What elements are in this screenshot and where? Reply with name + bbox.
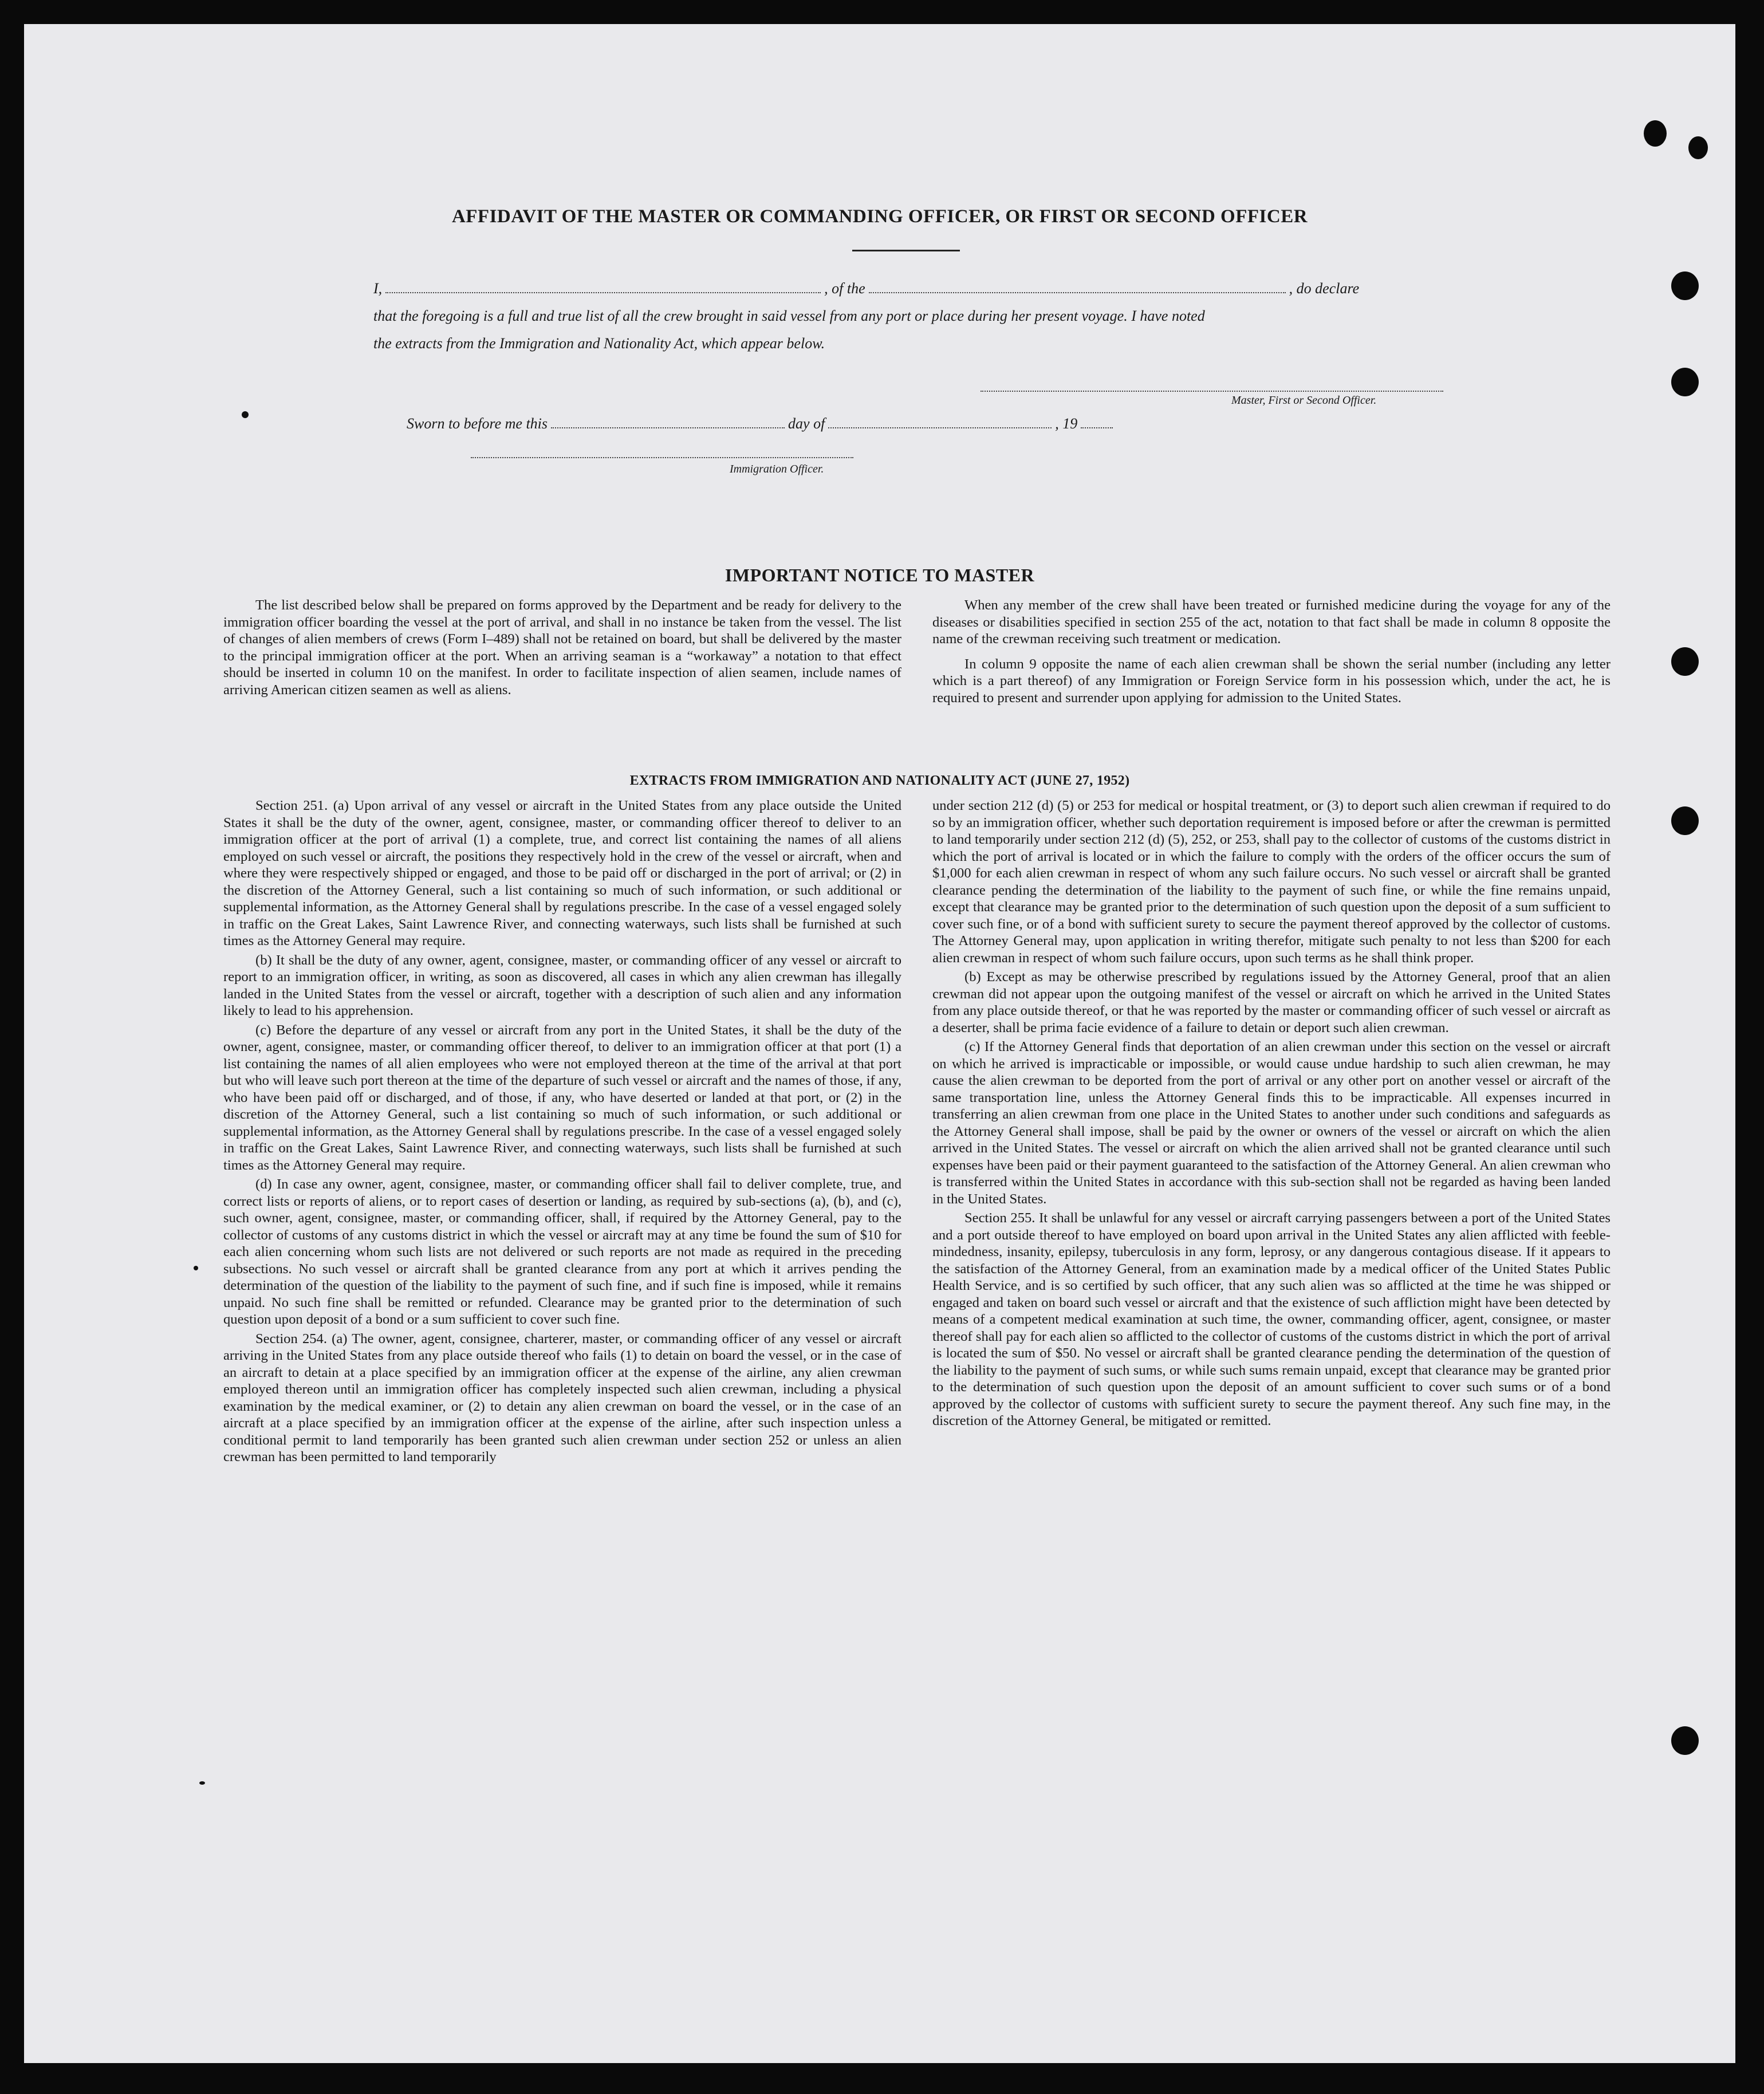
punch-hole xyxy=(1644,120,1667,147)
year-label: , 19 xyxy=(1055,415,1078,432)
affidavit-i-label: I, xyxy=(373,280,383,297)
extract-paragraph: Section 255. It shall be unlawful for any vessel or aircraft carrying passengers between a port of the United States and a port outside thereof to have employed on board upon arrival in the United States any alien afflicted with feeble-mindedness, insanity, epilepsy, tuberculosis in any form, leprosy, or any dangerous contagious disease. If it appears to the satisfaction of the Attorney General, from an examination made by a medical officer of the United States Public Health Service, and is so certified by such officer, that any such alien was so afflicted at the time he was shipped or engaged and taken on board such vessel or aircraft and that the existence of such affliction might have been detected by means of a competent medical examination at such time, the owner, commanding officer, agent, consignee, or master thereof shall pay for each alien so afflicted to the collector of customs of the customs district in which the port of arrival is located the sum of $50. No vessel or aircraft shall be granted clearance pending the determination of the question of the liability to the payment of such sums, or while such sums remain unpaid, except that clearance may be granted prior to the determination of such question upon the deposit of an amount sufficient to cover such sums or of a bond approved by the collector of customs with sufficient surety to secure the payment thereof. Any such fine may, in the discretion of the Attorney General, be mitigated or remitted. xyxy=(932,1210,1611,1428)
notice-left-column xyxy=(223,597,901,700)
speck xyxy=(194,1266,198,1270)
punch-hole xyxy=(1671,806,1699,835)
extract-paragraph: (c) Before the departure of any vessel or aircraft from any port in the United States, it shall be the duty of the owner, agent, consignee, master, or commanding officer thereof, to deliver to an immigration officer at that port (1) a list containing the names of all alien employees who were not employed thereon at the time of the arrival at that port but who will leave such port thereon at the time of the departure of such vessel or aircraft and the names of those, if any, who have been paid off or discharged, and of those, if any, who have deserted or landed at that port, or (2) in the discretion of the Attorney General, such a list containing so much of such information, or such additional or supplemental information, as the Attorney General shall by regulations prescribe. In the case of a vessel engaged solely in traffic on the Great Lakes, Saint Lawrence River, and connecting waterways, such lists shall be furnished at such times as the Attorney General may require. xyxy=(223,1022,901,1173)
extract-paragraph: (d) In case any owner, agent, consignee, master, or commanding officer shall fail to deliver complete, true, and correct lists or reports of aliens, or to report cases of desertion or landing, as required by sub-sections (a), (b), and (c), such owner, agent, consignee, master, or commanding officer, shall, if required by the Attorney General, pay to the collector of customs of any customs district in which the vessel or aircraft may at any time be found the sum of $10 for each alien concerning whom such lists are not delivered or such reports are not made as required in the preceding subsections. No such vessel or aircraft shall be granted clearance from any port at which it arrives pending the determination of the question of the liability to the payment of such fine, and if such fine is imposed, while it remains unpaid. No such fine shall be remitted or refunded. Clearance may be granted prior to the determination of such question upon deposit of a bond or a sum sufficient to cover such fine. xyxy=(223,1176,901,1327)
notice-paragraph: When any member of the crew shall have been treated or furnished medicine during the voyage for any of the diseases or disabilities specified in section 255 of the act, notation to that fact shall be made in column 8 opposite the name of the crewman receiving such treatment or medication. xyxy=(932,597,1611,647)
notice-title: IMPORTANT NOTICE TO MASTER xyxy=(724,565,1035,585)
affidavit-line-1 xyxy=(373,276,1467,301)
punch-hole xyxy=(1688,136,1708,159)
master-signature-line[interactable] xyxy=(981,391,1443,392)
punch-hole xyxy=(1671,271,1699,300)
officer-signature-line[interactable] xyxy=(471,457,853,458)
sworn-line xyxy=(407,411,1501,436)
extract-paragraph: under section 212 (d) (5) or 253 for medical or hospital treatment, or (3) to deport such alien crewman if required to do so by an immigration officer, whether such deportation requirement is imposed before or after the crewman is permitted to land temporarily under section 212 (d) (5), 252, or 253, shall pay to the collector of customs of the customs district in which the port of arrival is located or in which the failure to comply with the orders of the officer occurs the sum of $1,000 for each alien crewman in respect of whom any such failure occurs. No such vessel or aircraft shall be granted clearance pending the determination of the liability to the payment of such fine, or while the fine remains unpaid, except that clearance may be granted prior to the determination of such question upon the deposit of a sum sufficient to cover such fine, or of a bond with sufficient surety to secure the payment thereof approved by the collector of customs. The Attorney General may, upon application in writing therefor, mitigate such penalty to not less than $200 for each alien crewman in respect of whom such failure occurs, upon such terms as he shall think proper. xyxy=(932,798,1611,966)
officer-signature-label: Immigration Officer. xyxy=(730,463,824,475)
affidavit-declare-label: , do declare xyxy=(1289,280,1360,297)
extracts-left-column xyxy=(223,797,901,1468)
name-blank[interactable] xyxy=(385,292,821,293)
extract-paragraph: (b) It shall be the duty of any owner, agent, consignee, master, or commanding officer of any vessel or aircraft to report to an immigration officer, in writing, as soon as discovered, all cases in which any alien crewman has illegally landed in the United States from the vessel or aircraft, together with a description of such alien and any information likely to lead to his apprehension. xyxy=(223,952,901,1018)
year-blank[interactable] xyxy=(1081,427,1113,428)
extract-paragraph: Section 251. (a) Upon arrival of any vessel or aircraft in the United States from any place outside the United States it shall be the duty of the owner, agent, consignee, master, or commanding officer thereof to deliver to an immigration officer at the port of arrival (1) a complete, true, and correct list containing the names of all aliens employed on such vessel or aircraft, the positions they respectively hold in the crew of the vessel or aircraft, when and where they were respectively shipped or engaged, and those to be paid off or discharged in the port of arrival; or (2) in the discretion of the Attorney General, such a list containing so much of such information, or such additional or supplemental information, as the Attorney General shall by regulations prescribe. In the case of a vessel engaged solely in traffic on the Great Lakes, Saint Lawrence River, and connecting waterways, such lists shall be furnished at such times as the Attorney General may require. xyxy=(223,798,901,948)
speck xyxy=(242,411,249,418)
month-blank[interactable] xyxy=(828,427,1052,428)
extract-paragraph: (c) If the Attorney General finds that deportation of an alien crewman under this section on the vessel or aircraft on which he arrived is impracticable or impossible, or would cause undue hardship to such alien crewman, he may cause the alien crewman to be deported from the port of arrival or any other port on another vessel or aircraft of the same transportation line, unless the Attorney General finds this to be impracticable. All expenses incurred in transferring an alien crewman from one place in the United States to another under such conditions and safeguards as the Attorney General shall impose, shall be paid by the owner or owners of the vessel or aircraft on which the alien arrived in the United States. The vessel or aircraft on which the alien arrived shall not be granted clearance until such expenses have been paid or their payment guaranteed to the satisfaction of the Attorney General. An alien crewman who is transferred within the United States in accordance with this sub-section shall not be regarded as having been landed in the United States. xyxy=(932,1039,1611,1207)
day-of-label: day of xyxy=(788,415,825,432)
punch-hole xyxy=(1671,1726,1699,1755)
document-page xyxy=(24,24,1735,2063)
extract-paragraph: (b) Except as may be otherwise prescribed by regulations issued by the Attorney General, proof that an alien crewman did not appear upon the outgoing manifest of the vessel or aircraft on which he arrived in the United States from any place outside thereof, or that he was reported by the master or commanding officer of such vessel or aircraft as a deserter, shall be prima facie evidence of a failure to detain or deport such alien crewman. xyxy=(932,969,1611,1036)
extracts-right-column xyxy=(932,797,1611,1432)
affidavit-line-2: that the foregoing is a full and true list of all the crew brought in said vessel from any port or place during her present voyage. I have noted xyxy=(373,308,1205,324)
punch-hole xyxy=(1671,368,1699,396)
affidavit-of-label: , of the xyxy=(824,280,865,297)
sworn-label: Sworn to before me this xyxy=(407,415,548,432)
vessel-blank[interactable] xyxy=(869,292,1286,293)
title-rule xyxy=(852,250,960,251)
affidavit-title: AFFIDAVIT OF THE MASTER OR COMMANDING OFFICER, OR FIRST OR SECOND OFFICER xyxy=(451,206,1308,227)
punch-hole xyxy=(1671,647,1699,676)
sworn-day-blank[interactable] xyxy=(551,427,785,428)
master-signature-label: Master, First or Second Officer. xyxy=(1231,394,1377,407)
affidavit-line-3: the extracts from the Immigration and Nationality Act, which appear below. xyxy=(373,335,825,352)
notice-paragraph: In column 9 opposite the name of each alien crewman shall be shown the serial number (including any letter which is a part thereof) of any Immigration or Foreign Service form in his possession which, under the act, he is required to present and surrender upon applying for admission to the United States. xyxy=(932,656,1611,706)
notice-paragraph: The list described below shall be prepared on forms approved by the Department and be ready for delivery to the immigration officer boarding the vessel at the port of arrival, and shall in no instance be taken from the vessel. The list of changes of alien members of crews (Form I–489) shall not be retained on board, but shall be delivered by the master to the principal immigration officer at the port. When an arriving seaman is a “workaway” a notation to that effect should be inserted in column 10 on the manifest. In order to facilitate inspection of alien seamen, include names of arriving American citizen seamen as well as aliens. xyxy=(223,597,901,698)
speck xyxy=(199,1781,205,1785)
notice-right-column xyxy=(932,597,1611,709)
extracts-title: EXTRACTS FROM IMMIGRATION AND NATIONALITY ACT (JUNE 27, 1952) xyxy=(629,773,1130,788)
extract-paragraph: Section 254. (a) The owner, agent, consignee, charterer, master, or commanding officer of any vessel or aircraft arriving in the United States from any place outside thereof who fails (1) to detain on board the vessel, or in the case of an aircraft to detain at a place specified by an immigration officer at the expense of the airline, any alien crewman employed thereon until an immigration officer has completely inspected such alien crewman, including a physical examination by the medical examiner, or (2) to detain any alien crewman on board the vessel, or in the case of an aircraft at a place specified by an immigration officer at the expense of the airline, after such inspection unless a conditional permit to land temporarily has been granted such alien crewman under section 252 or unless an alien crewman has been permitted to land temporarily xyxy=(223,1331,901,1465)
